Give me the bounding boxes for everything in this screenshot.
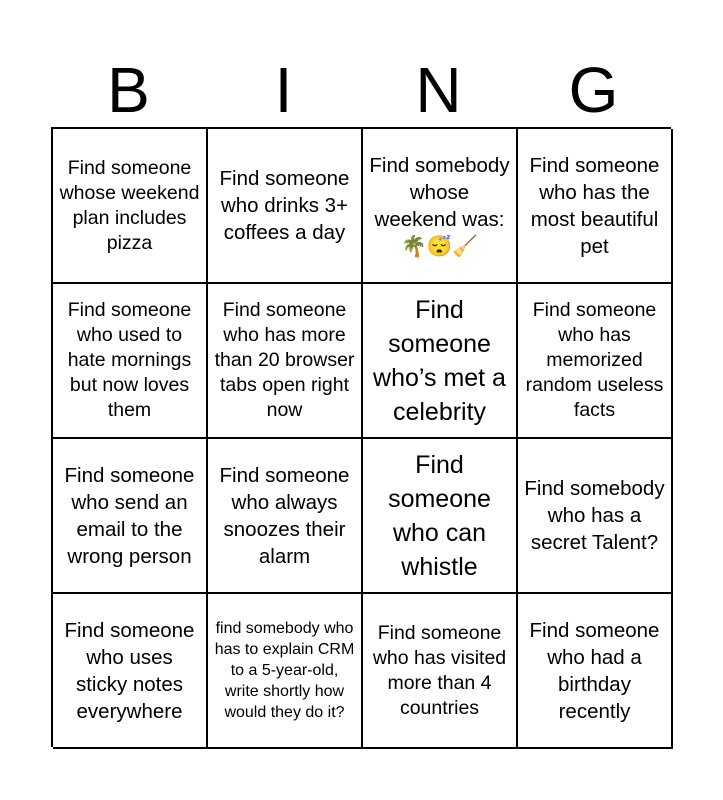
bingo-cell[interactable]	[208, 284, 363, 439]
bingo-cell[interactable]	[208, 129, 363, 284]
cell-text: Find someone who used to hate mornings but now loves them	[67, 299, 192, 421]
cell-text: Find somebody who has a secret Talent?	[524, 477, 665, 554]
bingo-cell[interactable]	[53, 284, 208, 439]
cell-text: Find someone who uses sticky notes everywhere	[64, 618, 195, 723]
bingo-cell[interactable]	[208, 439, 363, 594]
bingo-cell[interactable]	[363, 439, 518, 594]
cell-text: Find someone who can whistle	[388, 450, 491, 581]
bingo-cell[interactable]	[518, 284, 673, 439]
cell-text: Find someone who has the most beautiful pet	[529, 153, 660, 258]
bingo-cell[interactable]	[518, 439, 673, 594]
header-letter-g: G	[568, 54, 619, 126]
bingo-cell[interactable]	[208, 594, 363, 749]
cell-text: find somebody who has to explain CRM to a 5-year-old, write shortly how would they do it?	[214, 620, 355, 721]
cell-text: Find someone who drinks 3+ coffees a day	[219, 167, 350, 244]
cell-text: Find someone who has memorized random useless facts	[525, 299, 664, 421]
cell-text: Find someone who always snoozes their alarm	[219, 463, 350, 568]
bingo-cell[interactable]	[363, 284, 518, 439]
cell-text: Find someone whose weekend plan includes pizza	[59, 156, 200, 254]
cell-text: Find someone who had a birthday recently	[529, 618, 660, 723]
cell-text: Find somebody whose weekend was:🌴😴🧹	[369, 153, 510, 258]
cell-text: Find someone who has visited more than 4 countries	[372, 621, 507, 719]
bingo-cell[interactable]	[363, 594, 518, 749]
cell-text: Find someone who’s met a celebrity	[373, 295, 506, 426]
header-letter-n: N	[415, 54, 462, 126]
bingo-cell[interactable]	[518, 594, 673, 749]
cell-text: Find someone who send an email to the wrong person	[64, 463, 195, 568]
bingo-cell[interactable]	[53, 594, 208, 749]
bingo-header	[51, 52, 671, 128]
bingo-cell[interactable]	[518, 129, 673, 284]
header-letter-i: I	[274, 54, 293, 126]
bingo-cell[interactable]	[363, 129, 518, 284]
cell-text: Find someone who has more than 20 browser tabs open right now	[214, 299, 355, 421]
bingo-cell[interactable]	[53, 439, 208, 594]
bingo-board	[51, 127, 671, 747]
header-letter-b: B	[107, 54, 150, 126]
bingo-cell[interactable]	[53, 129, 208, 284]
